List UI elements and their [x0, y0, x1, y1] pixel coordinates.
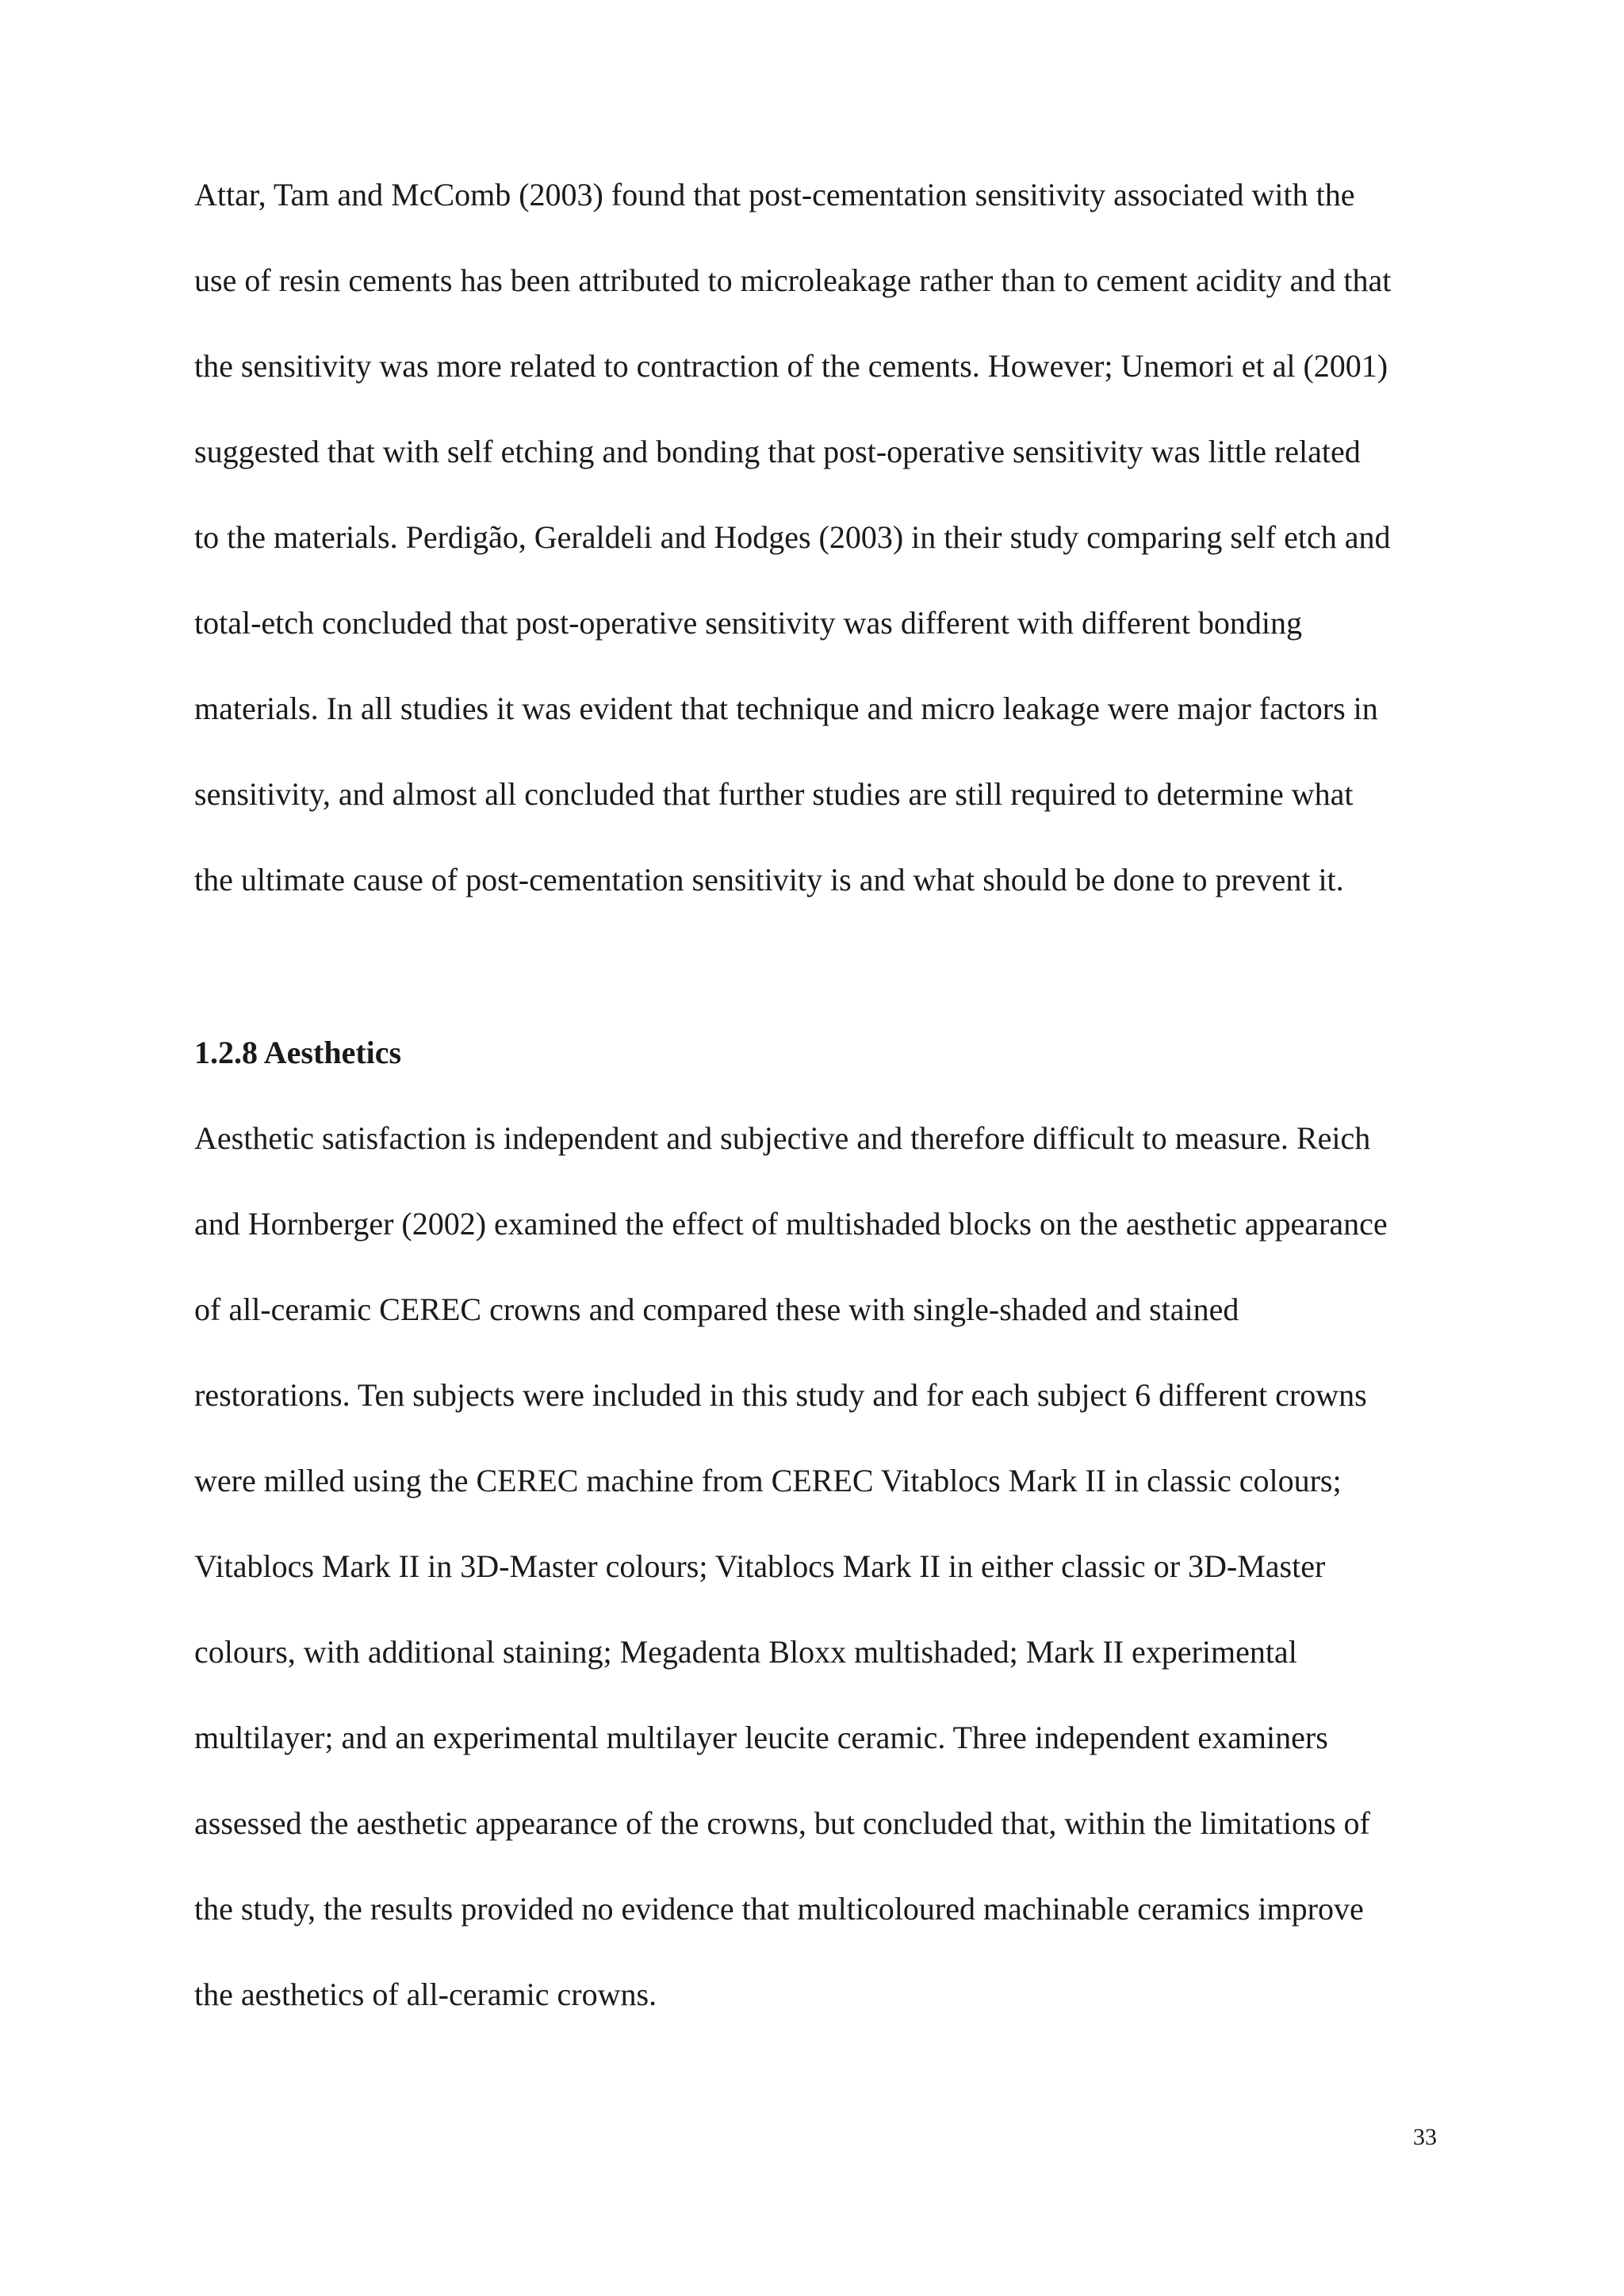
- paragraph-line: multilayer; and an experimental multilayer leucite ceramic. Three independent examiners: [194, 1720, 1328, 1755]
- paragraph-line: the ultimate cause of post-cementation sensitivity is and what should be done to prevent it.: [194, 862, 1344, 897]
- paragraph-line: were milled using the CEREC machine from CEREC Vitablocs Mark II in classic colours;: [194, 1463, 1342, 1498]
- paragraph-line: use of resin cements has been attributed to microleakage rather than to cement acidity and that: [194, 262, 1392, 298]
- paragraph-line: suggested that with self etching and bonding that post-operative sensitivity was little related: [194, 434, 1361, 469]
- paragraph-line: colours, with additional staining; Megadenta Bloxx multishaded; Mark II experimental: [194, 1634, 1297, 1670]
- paragraph-line: materials. In all studies it was evident that technique and micro leakage were major factors in: [194, 691, 1378, 726]
- paragraph-line: sensitivity, and almost all concluded that further studies are still required to determine what: [194, 776, 1354, 812]
- paragraph-line: of all-ceramic CEREC crowns and compared these with single-shaded and stained: [194, 1292, 1239, 1327]
- paragraph-line: Vitablocs Mark II in 3D-Master colours; Vitablocs Mark II in either classic or 3D-Master: [194, 1548, 1326, 1584]
- paragraph-line: to the materials. Perdigão, Geraldeli and Hodges (2003) in their study comparing self etch and: [194, 519, 1391, 555]
- paragraph-line: assessed the aesthetic appearance of the crowns, but concluded that, within the limitations of: [194, 1805, 1370, 1841]
- paragraph-line: total-etch concluded that post-operative sensitivity was different with different bonding: [194, 605, 1303, 641]
- page-number: 33: [1413, 2124, 1437, 2150]
- paragraph-line: restorations. Ten subjects were included in this study and for each subject 6 different crowns: [194, 1377, 1367, 1413]
- paragraph-line: the study, the results provided no evidence that multicoloured machinable ceramics improve: [194, 1891, 1364, 1927]
- paragraph-line: Aesthetic satisfaction is independent and subjective and therefore difficult to measure. Reich: [194, 1120, 1371, 1156]
- paragraph-line: Attar, Tam and McComb (2003) found that post-cementation sensitivity associated with the: [194, 177, 1355, 212]
- paragraph-line: the sensitivity was more related to contraction of the cements. However; Unemori et al (2001): [194, 348, 1388, 384]
- section-heading: 1.2.8 Aesthetics: [194, 1035, 402, 1070]
- paragraph-line: and Hornberger (2002) examined the effect of multishaded blocks on the aesthetic appearance: [194, 1206, 1388, 1242]
- paragraph-line: the aesthetics of all-ceramic crowns.: [194, 1976, 657, 2012]
